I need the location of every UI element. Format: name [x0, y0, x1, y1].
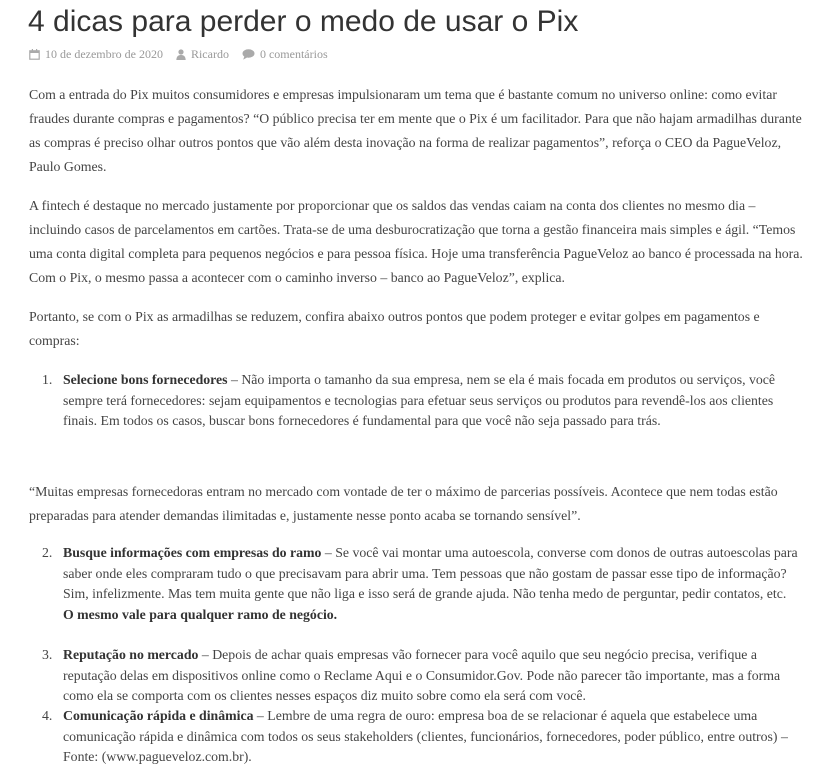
list-number: 2.	[42, 545, 53, 560]
post-meta	[29, 45, 341, 63]
list-item-1	[42, 370, 803, 432]
post-author-text: Ricardo	[190, 46, 229, 61]
list-number: 3.	[42, 647, 53, 662]
list-number: 1.	[42, 372, 53, 387]
paragraph-3: Portanto, se com o Pix as armadilhas se reduzem, confira abaixo outros pontos que podem proteger e evitar golpes em pagamentos e compras:	[29, 309, 760, 348]
list-text: – Depois de achar quais empresas vão fornecer para você aquilo que seu negócio precisa, verifique a reputação delas em dispositivos online como o Reclame Aqui e o Consumidor.Gov. Pode não parecer tão importante, mas a forma como ela se comporta com os clientes nesses espaços diz muito sobre como ela será com você.	[63, 647, 781, 703]
paragraph-1: Com a entrada do Pix muitos consumidores e empresas impulsionaram um tema que é bastante comum no universo online: como evitar fraudes durante compras e pagamentos? “O público precisa ter em mente que o Pix é um facilitador. Para que não hajam armadilhas durante as compras é preciso olhar outros pontos que vão além desta inovação na forma de realizar pagamentos”, reforça o CEO da PagueVeloz, Paulo Gomes.	[29, 87, 802, 174]
list-text: – Não importa o tamanho da sua empresa, nem se ela é mais focada em produtos ou serviços, você sempre terá fornecedores: sejam equipamentos e tecnologias para efetuar seus serviços ou produtos para revendê-los aos clientes finais. Em todos os casos, buscar bons fornecedores é fundamental para que você não seja passado para trás.	[63, 372, 776, 428]
calendar-icon	[29, 49, 40, 60]
post-comments-text: 0 comentários	[259, 46, 328, 61]
list-number: 4.	[42, 708, 53, 723]
list-heading: Reputação no mercado	[63, 647, 199, 662]
list-heading: Selecione bons fornecedores	[63, 372, 228, 387]
list-emphasis: O mesmo vale para qualquer ramo de negócio.	[63, 606, 338, 622]
comment-icon	[242, 49, 255, 60]
list-item-3	[42, 645, 803, 707]
list-item-4	[42, 706, 803, 768]
article-title: 4 dicas para perder o medo de usar o Pix	[28, 5, 579, 38]
list-item-2	[42, 543, 803, 625]
list-text: – Se você vai montar uma autoescola, converse com donos de outras autoescolas para saber onde eles compraram tudo o que precisavam para abrir uma. Tem pessoas que não gostam de passar esse tipo de informação? Sim, infelizmente. Mas tem muita gente que não liga e isso será de grande ajuda. Não tenha medo de perguntar, pedir contatos, etc.	[63, 545, 798, 601]
quote-paragraph: “Muitas empresas fornecedoras entram no mercado com vontade de ter o máximo de parcerias possíveis. Acontece que nem todas estão preparadas para atender demandas ilimitadas e, justamente nesse ponto acaba se tornando sensível”.	[29, 484, 778, 523]
paragraph-2: A fintech é destaque no mercado justamente por proporcionar que os saldos das vendas caiam na conta dos clientes no mesmo dia – incluindo casos de parcelamentos em cartões. Trata-se de uma desburocratização que torna a gestão financeira mais simples e ágil. “Temos uma conta digital completa para pequenos negócios e para pessoa física. Hoje uma transferência PagueVeloz ao banco é processada na hora. Com o Pix, o mesmo passa a acontecer com o caminho inverso – banco ao PagueVeloz”, explica.	[29, 198, 803, 285]
post-author[interactable]	[176, 47, 229, 62]
user-icon	[176, 49, 186, 60]
post-date-text: 10 de dezembro de 2020	[45, 46, 163, 61]
post-comments[interactable]	[242, 47, 328, 62]
list-heading: Comunicação rápida e dinâmica	[63, 708, 254, 723]
post-date[interactable]	[29, 47, 163, 62]
list-text: – Lembre de uma regra de ouro: empresa boa de se relacionar é aquela que estabelece uma comunicação rápida e dinâmica com todos os seus stakeholders (clientes, funcionários, fornecedores, poder público, entre outros) – Fonte: (www.pagueveloz.com.br).	[63, 708, 788, 764]
list-heading: Busque informações com empresas do ramo	[63, 545, 322, 560]
